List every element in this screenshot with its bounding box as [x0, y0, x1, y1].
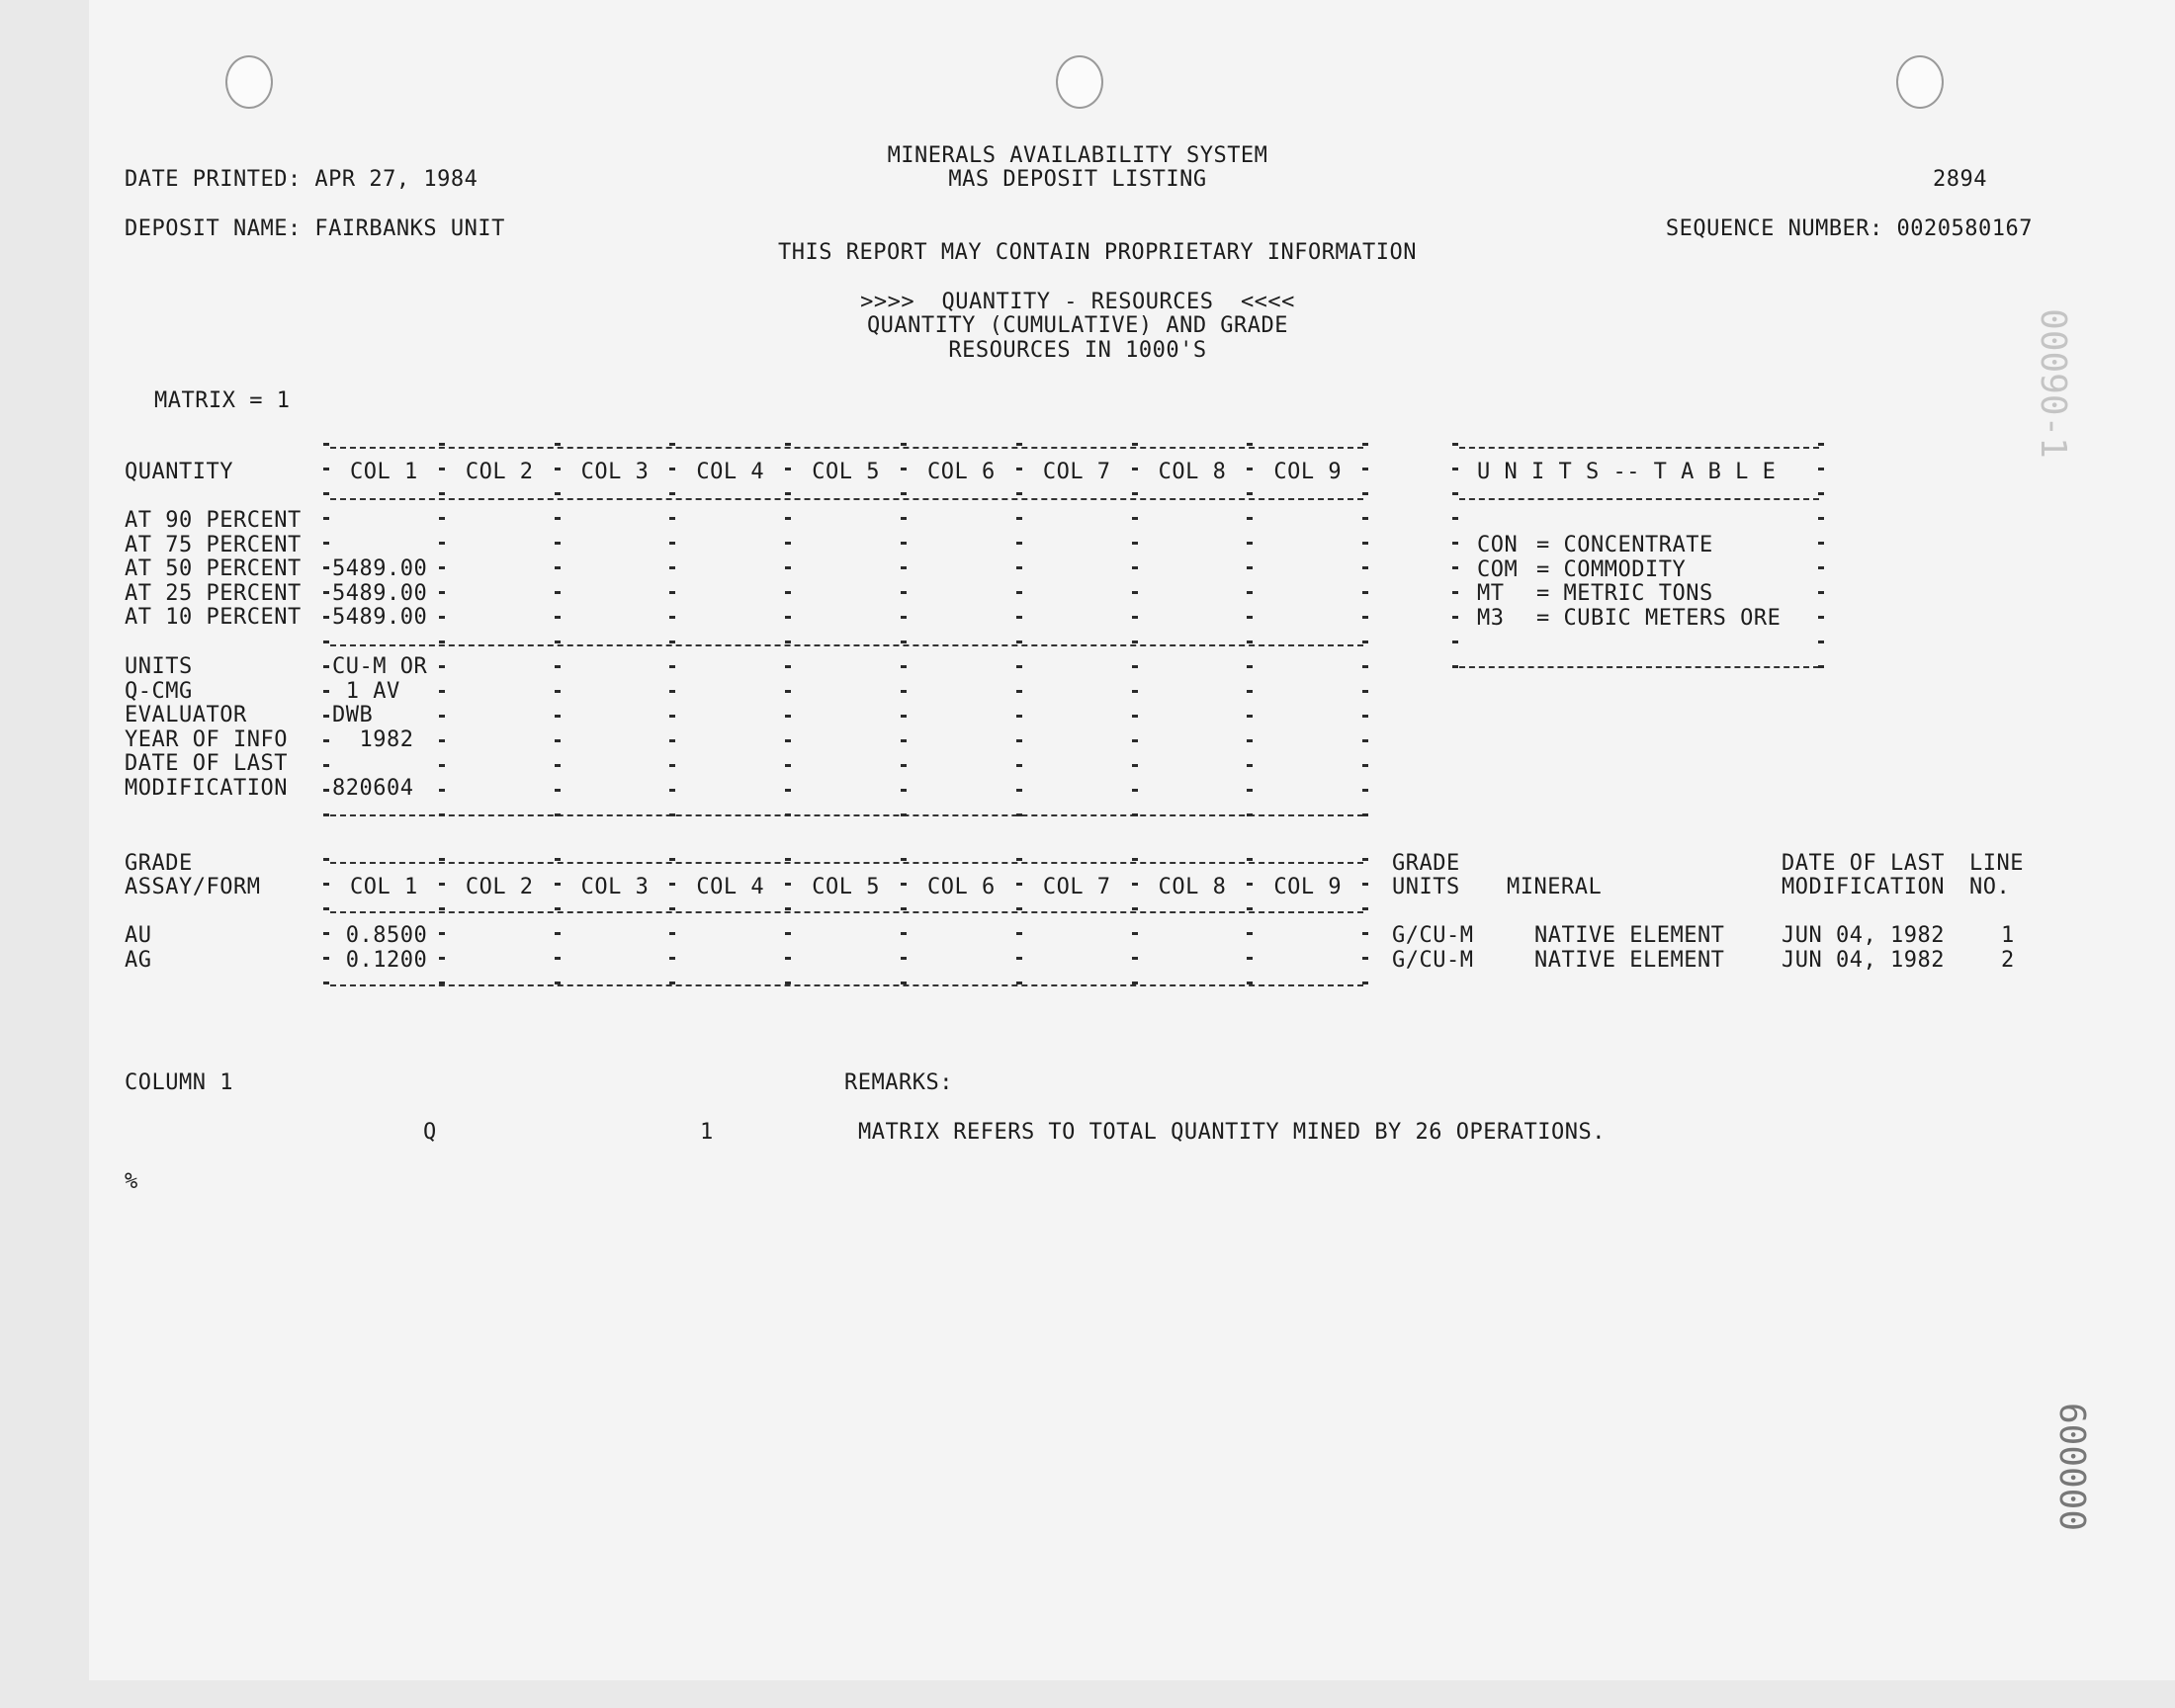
line-number: 1 — [2001, 923, 2015, 948]
mineral-header: MINERAL — [1507, 875, 1603, 899]
section-title: >>>> QUANTITY - RESOURCES <<<< — [860, 290, 1295, 314]
units-border-left — [1452, 443, 1458, 674]
date-printed: DATE PRINTED: APR 27, 1984 — [125, 167, 478, 192]
grade-column-separator — [1016, 858, 1022, 992]
grade-cell: 0.8500 — [332, 923, 428, 948]
quantity-col-header: COL 6 — [927, 460, 996, 484]
matrix-label: MATRIX = 1 — [154, 388, 291, 413]
column-separator — [785, 443, 791, 822]
proprietary-notice: THIS REPORT MAY CONTAIN PROPRIETARY INFORMATION — [777, 240, 1418, 265]
column-separator — [323, 443, 329, 822]
section-units: RESOURCES IN 1000'S — [948, 338, 1207, 363]
grade-col-header: COL 8 — [1158, 875, 1227, 899]
grade-col-header: COL 2 — [465, 875, 534, 899]
column-separator — [1016, 443, 1022, 822]
modification-header: MODIFICATION — [1782, 875, 1945, 899]
grade-col-header: COL 9 — [1273, 875, 1343, 899]
info-cell: 1 AV — [332, 678, 400, 704]
line-number: 2 — [2001, 947, 2015, 973]
unit-meaning: = COMMODITY — [1536, 556, 1687, 582]
mineral-name: NATIVE ELEMENT — [1534, 947, 1725, 973]
grade-divider — [330, 862, 1363, 864]
modification-date: JUN 04, 1982 — [1782, 947, 1945, 973]
modification-date: JUN 04, 1982 — [1782, 923, 1945, 948]
grade-divider — [330, 984, 1363, 986]
info-row-label: UNITS — [125, 654, 193, 679]
quantity-row-label: AT 25 PERCENT — [125, 580, 302, 606]
grade-column-separator — [1362, 858, 1368, 992]
punch-hole-right — [1896, 55, 1944, 109]
quantity-col-header: COL 1 — [350, 460, 418, 484]
line-no-header: NO. — [1969, 875, 2011, 899]
grade-divider — [330, 911, 1363, 913]
bottom-stamp-number: 600000 — [2051, 1402, 2093, 1532]
quantity-cell: 5489.00 — [332, 580, 428, 606]
listing-title: MAS DEPOSIT LISTING — [948, 167, 1207, 192]
grade-column-separator — [1132, 858, 1138, 992]
deposit-name: DEPOSIT NAME: FAIRBANKS UNIT — [125, 216, 505, 241]
info-cell: 820604 — [332, 775, 414, 801]
info-row-label: EVALUATOR — [125, 703, 247, 727]
quantity-row-label: AT 10 PERCENT — [125, 605, 302, 630]
quantity-cell: 5489.00 — [332, 605, 428, 630]
punch-hole-left — [225, 55, 273, 109]
quantity-label: QUANTITY — [125, 460, 233, 484]
grade-col-header: COL 6 — [927, 875, 996, 899]
grade-column-separator — [1247, 858, 1253, 992]
system-title: MINERALS AVAILABILITY SYSTEM — [887, 143, 1268, 168]
grade-column-separator — [555, 858, 561, 992]
table-divider — [330, 447, 1363, 449]
quantity-col-header: COL 5 — [812, 460, 880, 484]
grade-column-separator — [901, 858, 907, 992]
punch-hole-center — [1056, 55, 1103, 109]
grade-col-header: COL 4 — [696, 875, 765, 899]
grade-label: GRADE — [125, 851, 193, 876]
column-separator — [901, 443, 907, 822]
mineral-name: NATIVE ELEMENT — [1534, 923, 1725, 948]
unit-code: M3 — [1477, 605, 1505, 631]
quantity-col-header: COL 8 — [1158, 460, 1227, 484]
grade-units: G/CU-M — [1392, 947, 1474, 973]
quantity-row-label: AT 50 PERCENT — [125, 556, 302, 581]
assay-label: AU — [125, 923, 152, 948]
line-header: LINE — [1969, 851, 2024, 876]
date-last-mod-header: DATE OF LAST — [1782, 851, 1945, 876]
grade-units: G/CU-M — [1392, 923, 1474, 948]
grade-col-header: COL 3 — [580, 875, 650, 899]
quantity-col-header: COL 2 — [465, 460, 534, 484]
info-row-label: DATE OF LAST — [125, 751, 288, 776]
grade-units-header-2: UNITS — [1392, 875, 1460, 899]
info-cell: DWB — [332, 703, 374, 727]
unit-meaning: = CUBIC METERS ORE — [1536, 605, 1782, 631]
quantity-col-header: COL 4 — [696, 460, 765, 484]
column-separator — [669, 443, 675, 822]
table-divider — [330, 814, 1363, 816]
info-row-label: Q-CMG — [125, 678, 193, 704]
grade-col-header: COL 1 — [350, 875, 418, 899]
units-divider — [1459, 498, 1819, 500]
grade-col-header: COL 7 — [1042, 875, 1111, 899]
table-divider — [330, 498, 1363, 500]
column-separator — [1362, 443, 1368, 822]
unit-meaning: = METRIC TONS — [1536, 581, 1713, 606]
assay-label: AG — [125, 947, 152, 973]
column-separator — [439, 443, 445, 822]
column-separator — [1247, 443, 1253, 822]
assay-form-label: ASSAY/FORM — [125, 875, 261, 899]
page-number: 2894 — [1933, 167, 1987, 192]
table-divider — [330, 644, 1363, 646]
units-table-title: U N I T S -- T A B L E — [1477, 460, 1777, 484]
column-label: COLUMN 1 — [125, 1070, 233, 1095]
side-stamp-number: 00090-1 — [2032, 308, 2073, 459]
section-subtitle: QUANTITY (CUMULATIVE) AND GRADE — [866, 313, 1289, 338]
info-row-label: MODIFICATION — [125, 775, 288, 801]
grade-cell: 0.1200 — [332, 947, 428, 973]
info-row-label: YEAR OF INFO — [125, 726, 288, 752]
quantity-cell: 5489.00 — [332, 556, 428, 581]
unit-code: CON — [1477, 533, 1519, 557]
units-divider — [1459, 666, 1819, 668]
units-border-right — [1818, 443, 1824, 674]
units-divider — [1459, 447, 1819, 449]
footer-symbol: % — [125, 1169, 138, 1194]
grade-column-separator — [439, 858, 445, 992]
quantity-col-header: COL 3 — [580, 460, 650, 484]
column-separator — [1132, 443, 1138, 822]
remark-text: MATRIX REFERS TO TOTAL QUANTITY MINED BY 26 OPERATIONS. — [858, 1120, 1606, 1145]
unit-meaning: = CONCENTRATE — [1536, 533, 1713, 557]
info-cell: CU-M OR — [332, 654, 428, 679]
sequence-number: SEQUENCE NUMBER: 0020580167 — [1665, 216, 2033, 241]
grade-col-header: COL 5 — [812, 875, 880, 899]
quantity-row-label: AT 90 PERCENT — [125, 508, 302, 533]
column-separator — [555, 443, 561, 822]
unit-code: COM — [1477, 556, 1519, 582]
unit-code: MT — [1477, 581, 1505, 606]
quantity-col-header: COL 9 — [1273, 460, 1343, 484]
remarks-label: REMARKS: — [844, 1070, 953, 1095]
remark-code: Q — [423, 1120, 437, 1145]
remark-number: 1 — [700, 1120, 714, 1145]
quantity-col-header: COL 7 — [1042, 460, 1111, 484]
quantity-row-label: AT 75 PERCENT — [125, 532, 302, 557]
grade-column-separator — [669, 858, 675, 992]
grade-column-separator — [323, 858, 329, 992]
info-cell: 1982 — [332, 726, 414, 752]
grade-units-header: GRADE — [1392, 851, 1460, 876]
grade-column-separator — [785, 858, 791, 992]
